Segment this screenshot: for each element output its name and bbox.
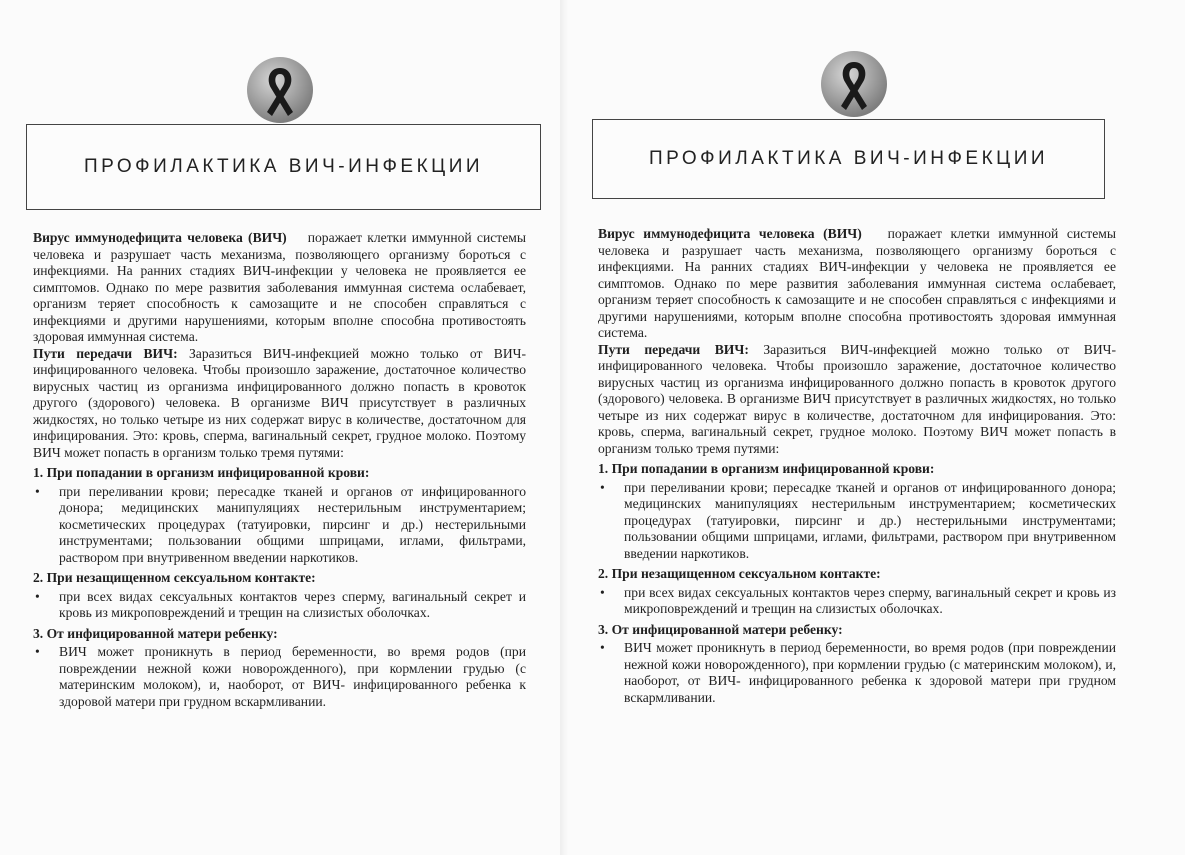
routes-text: Заразиться ВИЧ-инфекцией можно только от ВИЧ-инфицированного человека. Чтобы произошло заражение, достаточное количество вирусных частиц из организма инфицированного должно попасть в кровоток другого (здорового) человека. В организме ВИЧ присутствует в различных жидкостях, но только четыре из них содержат вирус в количестве, достаточном для инфицирования. Это: кровь, сперма, вагинальный секрет, грудное молоко. Поэтому ВИЧ может попасть в организм только тремя путями: <box>33 345 526 460</box>
list-item: • при переливании крови; пересадке тканей и органов от инфицированного донора; медицинских манипуляциях нестерильным инструментарием; косметических процедурах (татуировки, пирсинг и др.) нестерильными инструментами; пользовании общими шприцами, иглами, фильтрами, раствором при внутривенном введении наркотиков. <box>598 480 1116 563</box>
routes-lead: Пути передачи ВИЧ: <box>598 341 749 357</box>
leaflet-body <box>33 230 526 710</box>
leaflet-page-left <box>0 0 560 855</box>
routes-paragraph <box>598 342 1116 458</box>
section-heading-blood: 1. При попадании в организм инфицированной крови: <box>33 465 370 480</box>
section-heading-mother: 3. От инфицированной матери ребенку: <box>598 621 843 637</box>
intro-lead: Вирус иммунодефицита человека (ВИЧ) <box>33 230 287 245</box>
list-item: • при всех видах сексуальных контактов через сперму, вагинальный секрет и кровь из микроповреждений и трещин на слизистых оболочках. <box>33 589 526 622</box>
section-list-blood <box>598 480 1116 563</box>
routes-text: Заразиться ВИЧ-инфекцией можно только от ВИЧ-инфицированного человека. Чтобы произошло заражение, достаточное количество вирусных частиц из организма инфицированного должно попасть в кровоток другого (здорового) человека. В организме ВИЧ присутствует в различных жидкостях, но только четыре из них содержат вирус в количестве, достаточном для инфицирования. Это: кровь, сперма, вагинальный секрет, грудное молоко. Поэтому ВИЧ может попасть в организм только тремя путями: <box>598 341 1116 456</box>
awareness-ribbon-icon <box>818 48 890 120</box>
section-heading-mother: 3. От инфицированной матери ребенку: <box>33 625 278 641</box>
list-item: • при всех видах сексуальных контактов через сперму, вагинальный секрет и кровь из микроповреждений и трещин на слизистых оболочках. <box>598 585 1116 618</box>
intro-paragraph <box>33 230 526 346</box>
section-heading-sexual: 2. При незащищенном сексуальном контакте: <box>598 566 881 581</box>
leaflet-body <box>598 226 1116 706</box>
routes-lead: Пути передачи ВИЧ: <box>33 345 178 361</box>
list-item: • ВИЧ может проникнуть в период беременности, во время родов (при повреждении нежной кожи новорожденного), при кормлении грудью (с материнским молоком), и, наоборот, от ВИЧ- инфицированного ребенка к здоровой матери при грудном вскармливании. <box>598 640 1116 706</box>
section-heading-sexual: 2. При незащищенном сексуальном контакте: <box>33 570 316 585</box>
section-list-sexual <box>33 589 526 622</box>
awareness-ribbon-icon <box>244 54 316 126</box>
section-list-mother <box>33 644 526 710</box>
section-list-blood <box>33 484 526 567</box>
routes-paragraph <box>33 346 526 462</box>
list-item: • при переливании крови; пересадке тканей и органов от инфицированного донора; медицинских манипуляциях нестерильным инструментарием; косметических процедурах (татуировки, пирсинг и др.) нестерильными инструментами; пользовании общими шприцами, иглами, фильтрами, раствором при внутривенном введении наркотиков. <box>33 484 526 567</box>
page-gutter <box>560 0 568 855</box>
section-list-sexual <box>598 585 1116 618</box>
intro-text: поражает клетки иммунной системы человека и разрушает часть механизма, позволяющего организму бороться с инфекциями. На ранних стадиях ВИЧ-инфекции у человека не проявляется ее симптомов. Однако по мере развития заболевания иммунная система ослабевает, организм теряет способность к самозащите и не способен справляться с инфекциями и другими нарушениями, которым вполне способна противостоять здоровая иммунная система. <box>598 226 1116 340</box>
section-heading-blood: 1. При попадании в организм инфицированной крови: <box>598 461 935 476</box>
page-title: ПРОФИЛАКТИКА ВИЧ-ИНФЕКЦИИ <box>592 119 1105 199</box>
intro-paragraph <box>598 226 1116 342</box>
intro-text: поражает клетки иммунной системы человека и разрушает часть механизма, позволяющего организму бороться с инфекциями. На ранних стадиях ВИЧ-инфекции у человека не проявляется ее симптомов. Однако по мере развития заболевания иммунная система ослабевает, организм теряет способность к самозащите и не способен справляться с инфекциями и другими нарушениями, которым вполне способна противостоять здоровая иммунная система. <box>33 230 526 344</box>
section-list-mother <box>598 640 1116 706</box>
intro-lead: Вирус иммунодефицита человека (ВИЧ) <box>598 226 862 241</box>
list-item: • ВИЧ может проникнуть в период беременности, во время родов (при повреждении нежной кожи новорожденного), при кормлении грудью (с материнским молоком), и, наоборот, от ВИЧ- инфицированного ребенка к здоровой матери при грудном вскармливании. <box>33 644 526 710</box>
page-title: ПРОФИЛАКТИКА ВИЧ-ИНФЕКЦИИ <box>26 124 541 210</box>
